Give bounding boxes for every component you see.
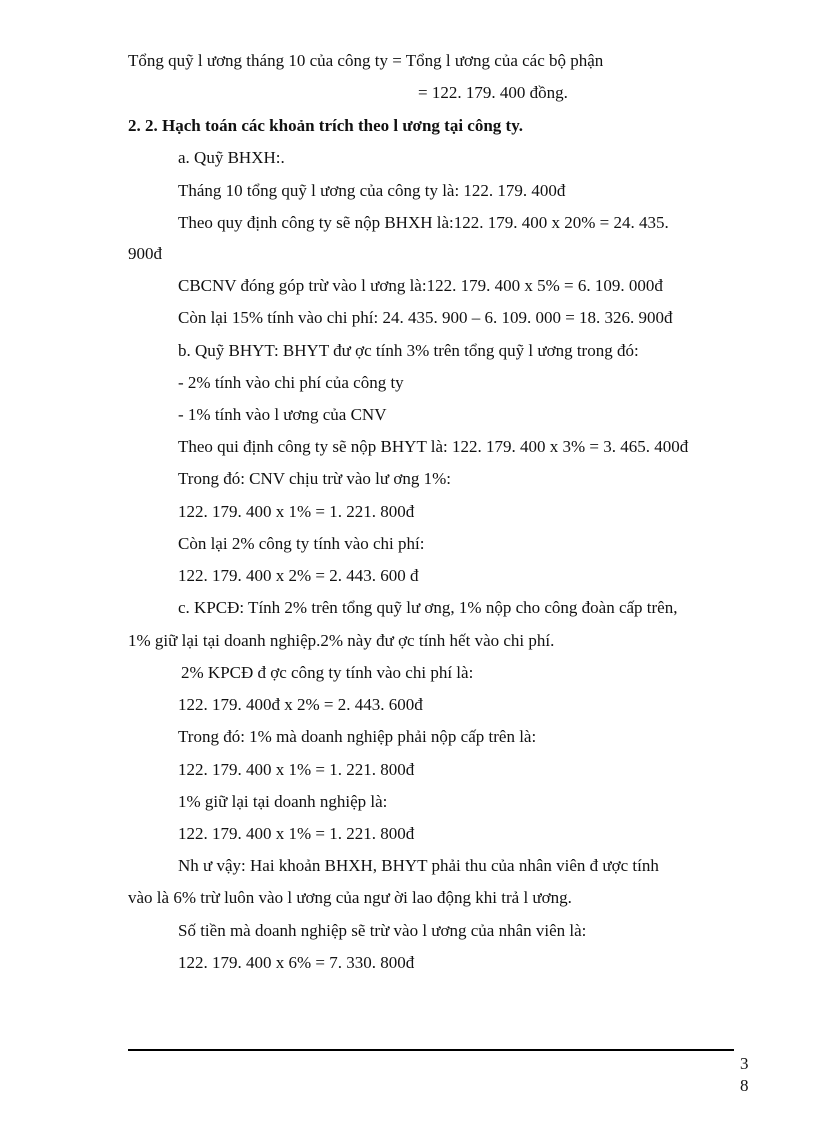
subsection-heading: c. KPCĐ: Tính 2% trên tổng quỹ lư ơng, 1% nộp cho công đoàn cấp trên, (178, 598, 678, 617)
subsection-heading: a. Quỹ BHXH:. (178, 148, 285, 167)
page-number: 3 (740, 1054, 749, 1073)
page-number: 8 (740, 1076, 749, 1095)
text-line: Trong đó: 1% mà doanh nghiệp phải nộp cấp trên là: (178, 727, 537, 746)
text-line: 122. 179. 400 x 6% = 7. 330. 800đ (178, 953, 415, 972)
text-line: Còn lại 15% tính vào chi phí: 24. 435. 900 – 6. 109. 000 = 18. 326. 900đ (178, 308, 673, 327)
text-line: 122. 179. 400đ x 2% = 2. 443. 600đ (178, 695, 423, 714)
text-line: Theo quy định công ty sẽ nộp BHXH là:122. 179. 400 x 20% = 24. 435. (178, 213, 669, 232)
text-line: 122. 179. 400 x 1% = 1. 221. 800đ (178, 824, 415, 843)
text-line: vào là 6% trừ luôn vào l ương của ngư ời lao động khi trả l ương. (128, 888, 572, 907)
text-line: Tháng 10 tổng quỹ l ương của công ty là: 122. 179. 400đ (178, 181, 566, 200)
list-item: - 1% tính vào l ương của CNV (178, 405, 387, 424)
text-line: 2% KPCĐ đ ợc công ty tính vào chi phí là: (181, 663, 474, 682)
text-line: 122. 179. 400 x 1% = 1. 221. 800đ (178, 760, 415, 779)
text-line: Còn lại 2% công ty tính vào chi phí: (178, 534, 425, 553)
text-line: 1% giữ lại tại doanh nghiệp.2% này đư ợc tính hết vào chi phí. (128, 631, 555, 650)
text-line: 122. 179. 400 x 2% = 2. 443. 600 đ (178, 566, 419, 585)
text-line: CBCNV đóng góp trừ vào l ương là:122. 179. 400 x 5% = 6. 109. 000đ (178, 276, 663, 295)
text-line: Nh ư vậy: Hai khoản BHXH, BHYT phải thu của nhân viên đ ược tính (178, 856, 659, 875)
footer-rule (128, 1049, 734, 1051)
text-line: Theo qui định công ty sẽ nộp BHYT là: 122. 179. 400 x 3% = 3. 465. 400đ (178, 437, 689, 456)
text-line: Tổng quỹ l ương tháng 10 của công ty = Tổng l ương của các bộ phận (128, 51, 604, 70)
subsection-heading: b. Quỹ BHYT: BHYT đư ợc tính 3% trên tổng quỹ l ương trong đó: (178, 341, 639, 360)
text-line: = 122. 179. 400 đồng. (418, 83, 568, 102)
text-line: Trong đó: CNV chịu trừ vào lư ơng 1%: (178, 469, 451, 488)
text-line: Số tiền mà doanh nghiệp sẽ trừ vào l ương của nhân viên là: (178, 921, 587, 940)
text-line: 900đ (128, 244, 162, 263)
text-line: 1% giữ lại tại doanh nghiệp là: (178, 792, 388, 811)
list-item: - 2% tính vào chi phí của công ty (178, 373, 404, 392)
section-heading: 2. 2. Hạch toán các khoản trích theo l ương tại công ty. (128, 116, 524, 135)
text-line: 122. 179. 400 x 1% = 1. 221. 800đ (178, 502, 415, 521)
